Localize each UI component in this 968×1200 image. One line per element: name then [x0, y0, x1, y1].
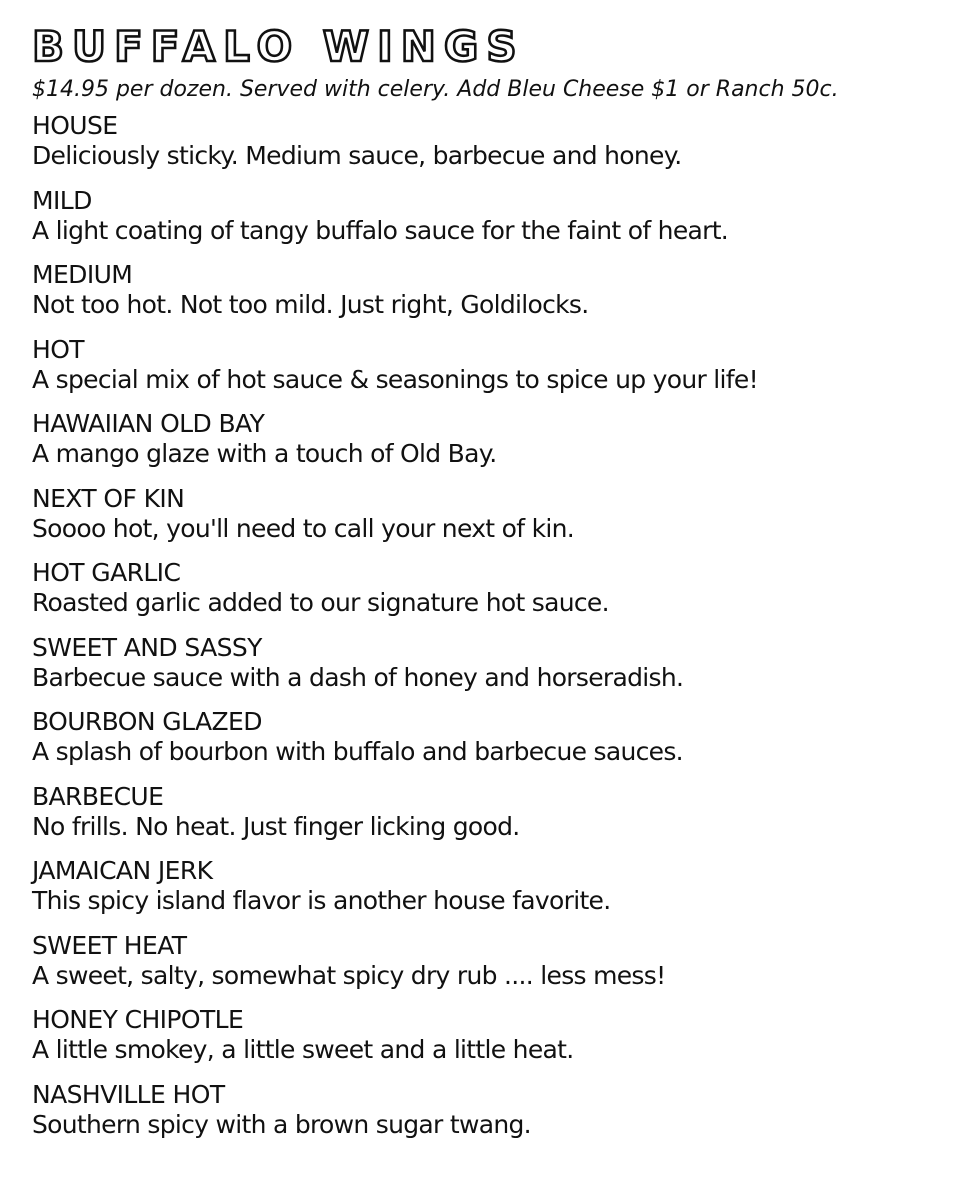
- menu-item: [32, 557, 952, 632]
- menu-items-list: [32, 110, 952, 1153]
- menu-item-name: HOUSE: [32, 111, 118, 140]
- menu-item-name: JAMAICAN JERK: [32, 856, 213, 885]
- menu-item-description: This spicy island flavor is another house favorite.: [32, 886, 611, 915]
- menu-item-name: SWEET HEAT: [32, 930, 187, 960]
- menu-item-name: HONEY CHIPOTLE: [32, 1005, 244, 1034]
- menu-item-description: Deliciously sticky. Medium sauce, barbecue and honey.: [32, 141, 682, 170]
- menu-subtitle: $14.95 per dozen. Served with celery. Add Bleu Cheese $1 or Ranch 50c.: [32, 77, 839, 102]
- menu-item-name: BOURBON GLAZED: [32, 707, 262, 736]
- menu-item-description: Barbecue sauce with a dash of honey and horseradish.: [32, 662, 684, 692]
- menu-item-description: A splash of bourbon with buffalo and barbecue sauces.: [32, 737, 683, 766]
- menu-item: [32, 1004, 952, 1079]
- menu-item-name: MEDIUM: [32, 260, 133, 289]
- menu-item-name: HAWAIIAN OLD BAY: [32, 409, 265, 438]
- menu-item-description: Southern spicy with a brown sugar twang.: [32, 1109, 531, 1139]
- menu-item: [32, 483, 952, 558]
- menu-item-name: HOT: [32, 334, 84, 364]
- menu-item-name: NASHVILLE HOT: [32, 1079, 225, 1109]
- menu-item: [32, 1079, 952, 1154]
- menu-item-description: Roasted garlic added to our signature hot sauce.: [32, 588, 609, 617]
- menu-item-description: A mango glaze with a touch of Old Bay.: [32, 439, 497, 468]
- menu-item-description: A little smokey, a little sweet and a little heat.: [32, 1035, 574, 1064]
- menu-item: [32, 930, 952, 1005]
- menu-item-name: MILD: [32, 185, 92, 215]
- menu-title: BUFFALO WINGS: [32, 22, 525, 71]
- menu-item: [32, 706, 952, 781]
- menu-item-description: Soooo hot, you'll need to call your next of kin.: [32, 513, 574, 543]
- menu-item: [32, 632, 952, 707]
- menu-item: [32, 855, 952, 930]
- menu-item: [32, 781, 952, 856]
- menu-item: [32, 110, 952, 185]
- menu-item-name: HOT GARLIC: [32, 558, 181, 587]
- menu-item: [32, 334, 952, 409]
- menu-item-description: A light coating of tangy buffalo sauce for the faint of heart.: [32, 215, 729, 245]
- menu-item-name: BARBECUE: [32, 781, 164, 811]
- menu-item-description: Not too hot. Not too mild. Just right, Goldilocks.: [32, 290, 589, 319]
- menu-item: [32, 185, 952, 260]
- menu-section: [32, 22, 952, 1153]
- menu-item-name: NEXT OF KIN: [32, 483, 185, 513]
- menu-item: [32, 408, 952, 483]
- menu-item: [32, 259, 952, 334]
- menu-item-name: SWEET AND SASSY: [32, 632, 262, 662]
- menu-item-description: A special mix of hot sauce & seasonings to spice up your life!: [32, 364, 758, 394]
- menu-item-description: A sweet, salty, somewhat spicy dry rub .... less mess!: [32, 960, 666, 990]
- menu-item-description: No frills. No heat. Just finger licking good.: [32, 811, 520, 841]
